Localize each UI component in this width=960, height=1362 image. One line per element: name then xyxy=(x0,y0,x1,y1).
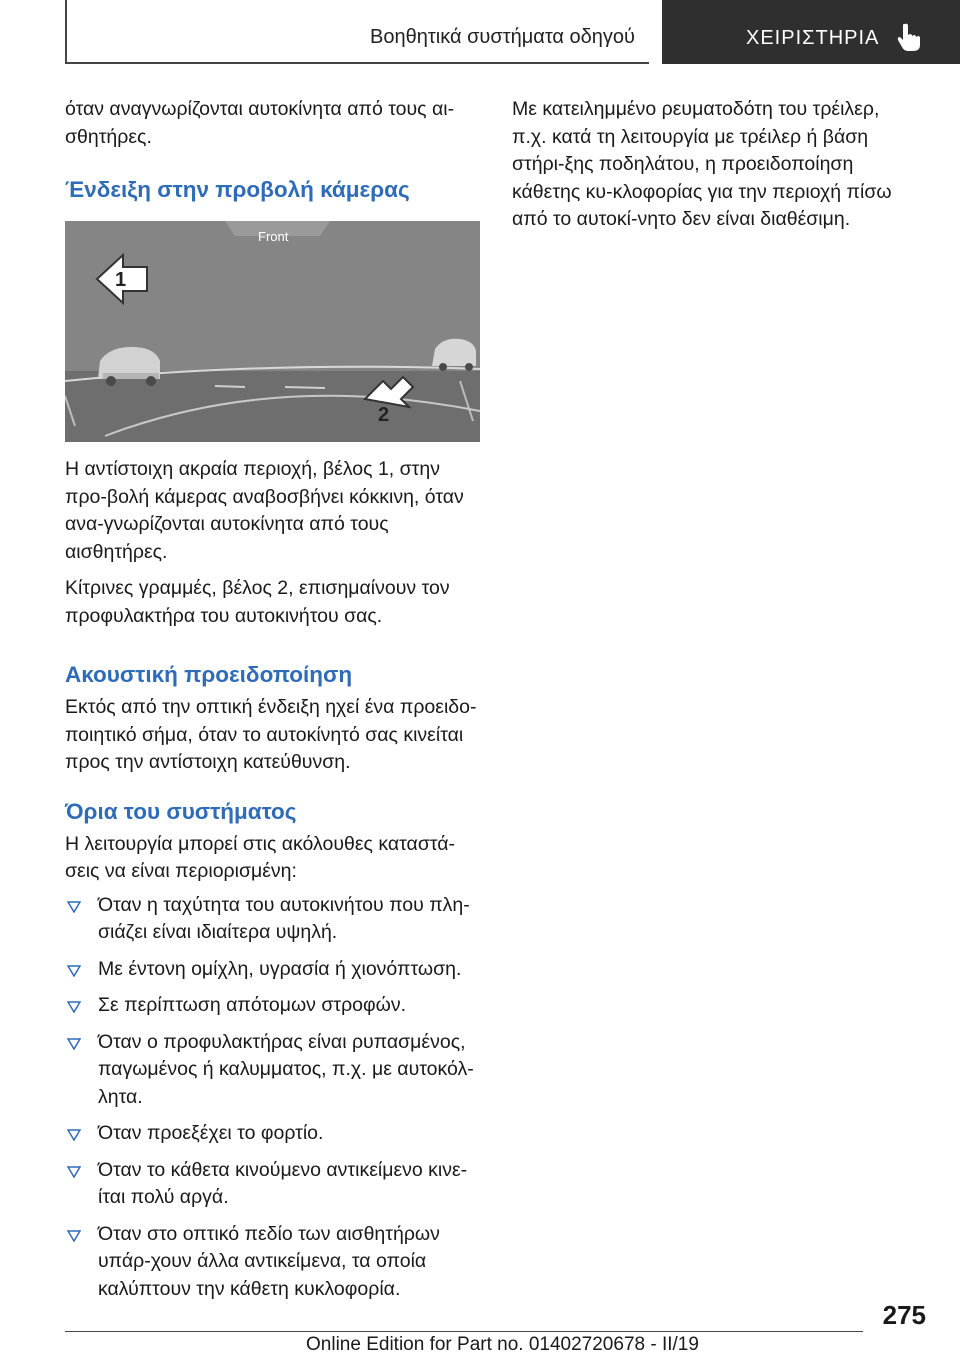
header-frame xyxy=(65,0,649,64)
right-column xyxy=(512,96,917,243)
triangle-bullet-icon xyxy=(67,1166,81,1178)
arrow-1-label: 1 xyxy=(115,269,127,291)
list-item: Όταν στο οπτικό πεδίο των αισθητήρων υπάρ-χουν άλλα αντικείμενα, τα οποία καλύπτουν την κάθετη κυκλοφορία. xyxy=(65,1221,480,1304)
list-item: Όταν προεξέχει το φορτίο. xyxy=(65,1120,480,1148)
triangle-bullet-icon xyxy=(67,1001,81,1013)
left-column xyxy=(65,96,480,1312)
paragraph-edge-area: Η αντίστοιχη ακραία περιοχή, βέλος 1, στην προ-βολή κάμερας αναβοσβήνει κόκκινη, όταν ανα-γνωρίζονται αυτοκίνητα από τους αισθητήρες. xyxy=(65,458,464,563)
paragraph-acoustic: Εκτός από την οπτική ένδειξη ηχεί ένα προειδο-ποιητικό σήμα, όταν το αυτοκίνητό σας κινείται προς την αντίστοιχη κατεύθυνση. xyxy=(65,696,477,773)
list-item: Σε περίπτωση απότομων στροφών. xyxy=(65,992,480,1020)
section-label: ΧΕΙΡΙΣΤΗΡΙΑ xyxy=(746,27,880,49)
edition-note: Online Edition for Part no. 01402720678 - II/19 xyxy=(306,1334,699,1355)
chapter-title: Βοηθητικά συστήματα οδηγού xyxy=(370,26,635,48)
heading-system-limits: Όρια του συστήματος xyxy=(65,798,297,824)
list-item: Όταν η ταχύτητα του αυτοκινήτου που πλη-σιάζει είναι ιδιαίτερα υψηλή. xyxy=(65,892,480,947)
triangle-bullet-icon xyxy=(67,965,81,977)
footer-divider xyxy=(65,1331,863,1332)
camera-view-figure xyxy=(65,221,480,442)
paragraph-yellow-lines: Κίτρινες γραμμές, βέλος 2, επισημαίνουν τον προφυλακτήρα του αυτοκινήτου σας. xyxy=(65,577,450,627)
list-item: Όταν ο προφυλακτήρας είναι ρυπασμένος, παγωμένος ή καλυμματος, π.χ. με αυτοκόλ-λητα. xyxy=(65,1029,480,1112)
triangle-bullet-icon xyxy=(67,1038,81,1050)
triangle-bullet-icon xyxy=(67,1129,81,1141)
limits-list xyxy=(65,892,480,1304)
paragraph-trailer-socket: Με κατειλημμένο ρευματοδότη του τρέιλερ, π.χ. κατά τη λειτουργία με τρέιλερ ή βάση στήρι-ξης ποδηλάτου, η προειδοποίηση κάθετης κυ-κλοφορίας για την περιοχή πίσω από το αυτοκί-νητο δεν είναι διαθέσιμη. xyxy=(512,98,892,230)
heading-acoustic-warning: Ακουστική προειδοποίηση xyxy=(65,662,353,687)
intro-paragraph: όταν αναγνωρίζονται αυτοκίνητα από τους αι-σθητήρες. xyxy=(65,98,455,148)
page-number: 275 xyxy=(882,1300,926,1330)
list-item: Με έντονη ομίχλη, υγρασία ή χιονόπτωση. xyxy=(65,956,480,984)
section-tab xyxy=(662,0,960,64)
limits-intro: Η λειτουργία μπορεί στις ακόλουθες καταστά-σεις να είναι περιορισμένη: xyxy=(65,832,456,882)
camera-view-illustration xyxy=(65,221,480,442)
arrow-2-label: 2 xyxy=(378,404,390,426)
triangle-bullet-icon xyxy=(67,1230,81,1242)
front-label: Front xyxy=(258,229,289,244)
heading-camera-view: Ένδειξη στην προβολή κάμερας xyxy=(65,177,410,202)
list-item: Όταν το κάθετα κινούμενο αντικείμενο κινε-ίται πολύ αργά. xyxy=(65,1157,480,1212)
triangle-bullet-icon xyxy=(67,901,81,913)
pointing-hand-icon xyxy=(894,22,924,52)
